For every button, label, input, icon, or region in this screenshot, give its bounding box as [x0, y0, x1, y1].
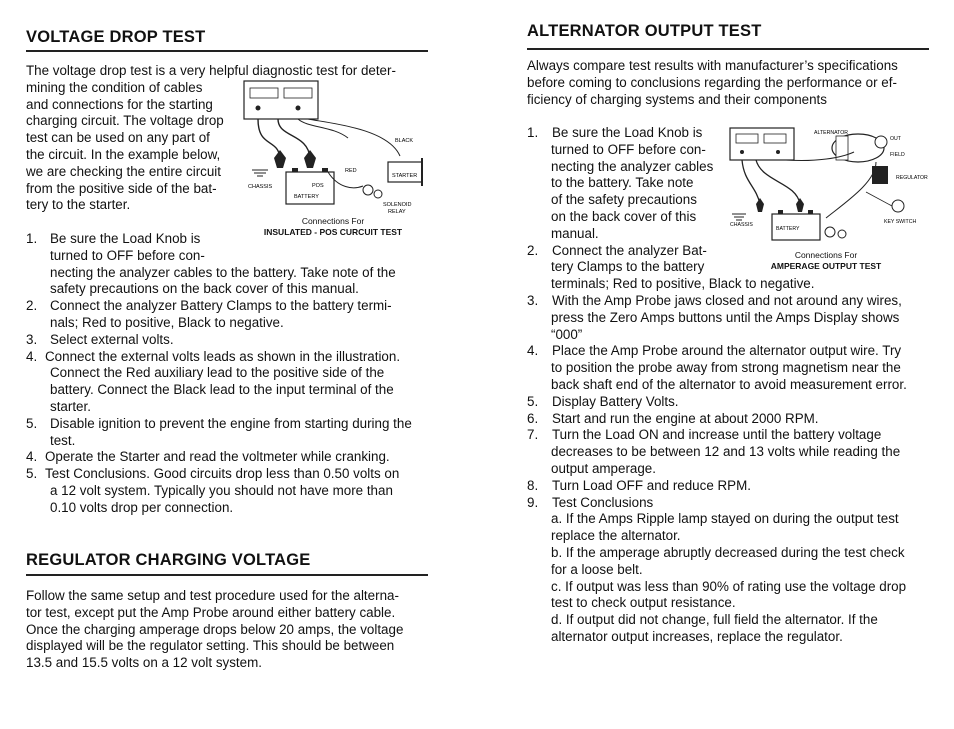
- caption-line: Connections For: [794, 250, 858, 260]
- diagram-label: RED: [345, 168, 357, 174]
- text-line: Test Conclusions: [552, 494, 654, 510]
- text-line: on the back cover of this: [551, 208, 697, 224]
- caption-title: INSULATED - POS CURCUIT TEST: [263, 227, 403, 237]
- analyzer-unit: [244, 81, 318, 119]
- text-line: Follow the same setup and test procedure used for the alterna-: [26, 588, 399, 603]
- list-number: 8.: [527, 477, 539, 493]
- diagram-label: ALTERNATOR: [814, 130, 849, 136]
- heading-rule: [527, 48, 929, 50]
- text-line: Always compare test results with manufacturer’s specifications: [527, 58, 898, 73]
- text-line: necting the analyzer cables to the battery. Take note of the: [50, 264, 396, 280]
- list-number: 5.: [527, 393, 539, 409]
- list-item: [26, 449, 428, 466]
- text-line: test can be used on any part of: [26, 130, 210, 146]
- list-item: [26, 466, 428, 516]
- text-line: replace the alternator.: [551, 528, 681, 544]
- text-line: turned to OFF before con-: [50, 247, 205, 263]
- circuit-illustration: [238, 78, 428, 218]
- list-item: [26, 231, 428, 298]
- diagram-label: STARTER: [392, 173, 418, 179]
- text-line: of the safety precautions: [551, 192, 697, 208]
- list-number: 2.: [527, 242, 539, 258]
- text-line: b. If the amperage abruptly decreased during the test check: [551, 544, 905, 560]
- caption-line: Connections For: [301, 216, 365, 226]
- diagram-label: REGULATOR: [896, 175, 928, 181]
- list-number: 1.: [527, 125, 539, 140]
- text-line: Operate the Starter and read the voltmeter while cranking.: [45, 449, 390, 465]
- text-line: test.: [50, 432, 76, 448]
- text-line: to the battery. Take note: [551, 175, 694, 191]
- text-line: test to check output resistance.: [551, 595, 736, 611]
- diagram-label: KEY SWITCH: [884, 219, 917, 225]
- text-line: displayed will be the regulator setting. This should be between: [26, 638, 395, 654]
- key-switch-icon: [892, 200, 904, 212]
- alternator-intro: [527, 58, 929, 108]
- list-number: 7.: [527, 427, 539, 443]
- text-line: Turn Load OFF and reduce RPM.: [552, 477, 751, 493]
- text-line: 13.5 and 15.5 volts on a 12 volt system.: [26, 655, 262, 671]
- text-line: Connect the external volts leads as shown in the illustration.: [45, 348, 401, 364]
- text-line: charging circuit. The voltage drop: [26, 113, 224, 129]
- diagram-caption: [726, 250, 926, 272]
- analyzer-unit: [730, 128, 794, 160]
- text-line: ficiency of charging systems and their components: [527, 91, 827, 107]
- voltage-drop-steps: [26, 231, 428, 517]
- text-line: press the Zero Amps buttons until the Amps Display shows: [551, 309, 900, 325]
- text-line: Disable ignition to prevent the engine from starting during the: [50, 415, 412, 431]
- text-line: terminals; Red to positive, Black to negative.: [551, 276, 815, 292]
- voltage-drop-heading: VOLTAGE DROP TEST: [26, 28, 206, 46]
- list-item: [527, 411, 929, 428]
- heading-rule: [26, 50, 428, 52]
- red-clamp-icon: [796, 198, 804, 212]
- alternator-heading: ALTERNATOR OUTPUT TEST: [527, 22, 762, 40]
- list-item: [527, 495, 929, 646]
- list-number: 4.: [26, 449, 38, 465]
- text-line: nals; Red to positive, Black to negative.: [50, 314, 284, 330]
- text-line: Display Battery Volts.: [552, 393, 679, 409]
- text-line: decreases to be between 12 and 13 volts while reading the: [551, 444, 901, 460]
- alternator-diagram: [726, 122, 930, 272]
- regulator-text: [26, 588, 428, 672]
- diagram-label: BLACK: [395, 138, 414, 144]
- text-line: back shaft end of the alternator to avoid measurement error.: [551, 376, 907, 392]
- list-item: [26, 349, 428, 416]
- text-line: the circuit. In the example below,: [26, 146, 221, 162]
- text-line: Turn the Load ON and increase until the battery voltage: [552, 427, 882, 443]
- list-number: 2.: [26, 298, 38, 314]
- text-line: The voltage drop test is a very helpful diagnostic test for deter-: [26, 63, 396, 78]
- diagram-label: RELAY: [388, 209, 406, 215]
- diagram-label: SOLENOID: [383, 202, 412, 208]
- text-line: before coming to conclusions regarding the performance or ef-: [527, 74, 897, 90]
- text-line: “000”: [551, 326, 583, 342]
- diagram-caption: [238, 216, 428, 238]
- list-number: 4.: [26, 348, 38, 364]
- text-line: we are checking the entire circuit: [26, 163, 222, 179]
- text-line: Select external volts.: [50, 331, 174, 347]
- list-number: 4.: [527, 343, 539, 359]
- text-line: manual.: [551, 225, 599, 241]
- diagram-label: OUT: [890, 136, 901, 142]
- list-item: [26, 332, 428, 349]
- text-line: mining the condition of cables: [26, 79, 203, 95]
- list-number: 5.: [26, 466, 38, 482]
- list-item: [26, 298, 428, 332]
- caption-title: AMPERAGE OUTPUT TEST: [770, 261, 882, 271]
- text-line: Place the Amp Probe around the alternator output wire. Try: [552, 343, 902, 359]
- list-number: 3.: [527, 292, 539, 308]
- text-line: d. If output did not change, full field the alternator. If the: [551, 612, 878, 628]
- text-line: battery. Connect the Black lead to the input terminal of the: [50, 382, 394, 398]
- text-line: output amperage.: [551, 460, 656, 476]
- list-item: [527, 343, 929, 393]
- text-line: for a loose belt.: [551, 561, 643, 577]
- text-line: necting the analyzer cables: [551, 158, 714, 174]
- text-line: tery to the starter.: [26, 197, 131, 213]
- list-number: 6.: [527, 410, 539, 426]
- text-line: Start and run the engine at about 2000 RPM.: [552, 410, 819, 426]
- red-clamp-icon: [304, 150, 316, 168]
- list-item: [527, 478, 929, 495]
- circuit-illustration: [726, 122, 930, 250]
- text-line: With the Amp Probe jaws closed and not around any wires,: [552, 292, 902, 308]
- text-line: Be sure the Load Knob is: [552, 125, 703, 140]
- starter-icon: [388, 162, 422, 182]
- text-line: Once the charging amperage drops below 20 amps, the voltage: [26, 621, 404, 637]
- diagram-label: CHASSIS: [248, 184, 273, 190]
- text-line: tery Clamps to the battery: [551, 259, 705, 275]
- diagram-label: POS: [312, 183, 324, 189]
- list-item: [527, 427, 929, 477]
- text-line: turned to OFF before con-: [551, 141, 706, 157]
- list-number: 1.: [26, 231, 38, 246]
- text-line: Connect the Red auxiliary lead to the positive side of the: [50, 365, 385, 381]
- text-line: Be sure the Load Knob is: [50, 231, 201, 246]
- black-clamp-icon: [756, 198, 764, 212]
- heading-rule: [26, 574, 428, 576]
- regulator-heading: REGULATOR CHARGING VOLTAGE: [26, 551, 311, 569]
- text-line: starter.: [50, 398, 91, 414]
- voltage-drop-diagram: [238, 78, 428, 238]
- text-line: a. If the Amps Ripple lamp stayed on during the output test: [551, 511, 899, 527]
- text-line: Test Conclusions. Good circuits drop less than 0.50 volts on: [45, 466, 400, 482]
- diagram-label: CHASSIS: [730, 222, 753, 228]
- text-line: 0.10 volts drop per connection.: [50, 499, 234, 515]
- list-item: [527, 293, 929, 343]
- diagram-label: BATTERY: [776, 226, 800, 232]
- text-line: safety precautions on the back cover of this manual.: [50, 281, 359, 297]
- list-number: 9.: [527, 494, 539, 510]
- text-line: c. If output was less than 90% of rating use the voltage drop: [551, 578, 907, 594]
- text-line: to position the probe away from strong magnetism near the: [551, 360, 901, 376]
- diagram-label: FIELD: [890, 152, 905, 158]
- list-item: [26, 416, 428, 450]
- list-number: 3.: [26, 331, 38, 347]
- text-line: a 12 volt system. Typically you should not have more than: [50, 482, 393, 498]
- text-line: alternator output increases, replace the regulator.: [551, 628, 843, 644]
- text-line: from the positive side of the bat-: [26, 180, 217, 196]
- text-line: Connect the analyzer Bat-: [552, 242, 707, 258]
- list-number: 5.: [26, 415, 38, 431]
- black-clamp-icon: [274, 150, 286, 168]
- list-item: [527, 394, 929, 411]
- diagram-label: BATTERY: [294, 194, 319, 200]
- text-line: Connect the analyzer Battery Clamps to the battery termi-: [50, 298, 392, 314]
- text-line: and connections for the starting: [26, 96, 213, 112]
- text-line: tor test, except put the Amp Probe around either battery cable.: [26, 604, 396, 620]
